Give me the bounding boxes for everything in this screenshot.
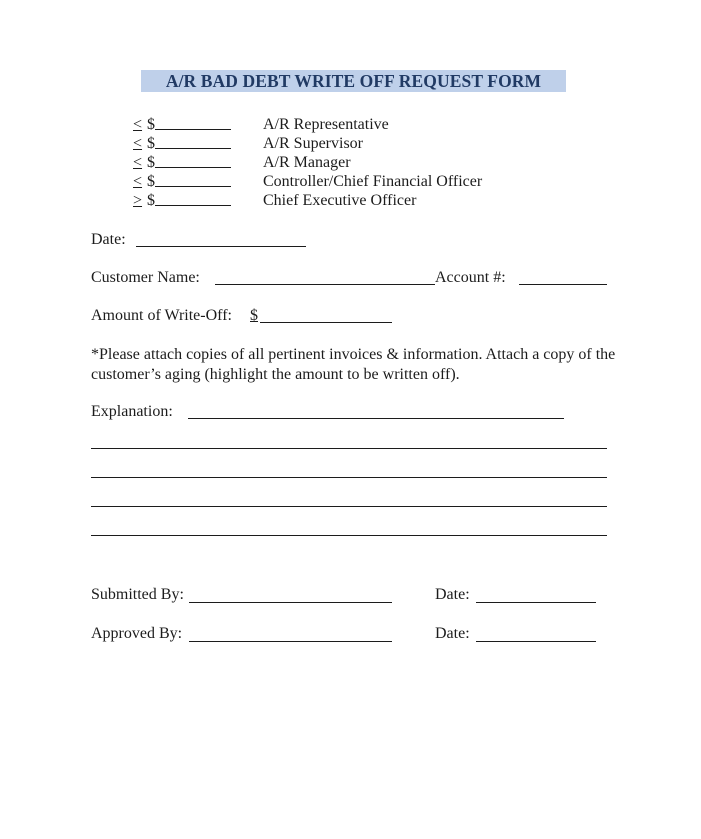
approved-by-label: Approved By: bbox=[91, 625, 183, 642]
amount-label: Amount of Write-Off: bbox=[91, 307, 232, 324]
comparison-symbol: < bbox=[133, 154, 143, 171]
currency-symbol: $ bbox=[147, 173, 155, 190]
submitted-by-field[interactable] bbox=[189, 602, 392, 603]
threshold-amount-field[interactable] bbox=[155, 172, 231, 187]
currency-symbol: $ bbox=[147, 135, 155, 152]
approved-by-field[interactable] bbox=[189, 641, 392, 642]
approval-level-row bbox=[133, 115, 389, 134]
comparison-symbol: < bbox=[133, 173, 143, 190]
explanation-label: Explanation: bbox=[91, 403, 173, 420]
explanation-line[interactable] bbox=[91, 477, 607, 478]
approver-role: A/R Manager bbox=[263, 154, 351, 171]
date-field[interactable] bbox=[136, 246, 306, 247]
approval-level-row bbox=[133, 172, 483, 191]
approver-role: Chief Executive Officer bbox=[263, 192, 417, 209]
explanation-line[interactable] bbox=[91, 448, 607, 449]
approval-level-row bbox=[133, 134, 363, 153]
approved-date-field[interactable] bbox=[476, 641, 596, 642]
currency-symbol: $ bbox=[147, 154, 155, 171]
submitted-date-label: Date: bbox=[435, 586, 470, 603]
approver-role: Controller/Chief Financial Officer bbox=[263, 173, 483, 190]
submitted-date-field[interactable] bbox=[476, 602, 596, 603]
threshold-amount-field[interactable] bbox=[155, 134, 231, 149]
approver-role: A/R Representative bbox=[263, 116, 389, 133]
amount-currency-symbol: $ bbox=[250, 307, 258, 324]
threshold-amount-field[interactable] bbox=[155, 153, 231, 168]
explanation-line[interactable] bbox=[91, 506, 607, 507]
threshold-amount-field[interactable] bbox=[155, 115, 231, 130]
customer-name-label: Customer Name: bbox=[91, 269, 200, 286]
approved-date-label: Date: bbox=[435, 625, 470, 642]
explanation-field[interactable] bbox=[188, 418, 564, 419]
comparison-symbol: < bbox=[133, 116, 143, 133]
comparison-symbol: < bbox=[133, 135, 143, 152]
account-number-label: Account #: bbox=[435, 269, 506, 286]
amount-field[interactable] bbox=[260, 322, 392, 323]
approval-level-row bbox=[133, 191, 417, 210]
approval-level-row bbox=[133, 153, 351, 172]
approver-role: A/R Supervisor bbox=[263, 135, 363, 152]
customer-name-field[interactable] bbox=[215, 284, 435, 285]
currency-symbol: $ bbox=[147, 192, 155, 209]
explanation-line[interactable] bbox=[91, 535, 607, 536]
submitted-by-label: Submitted By: bbox=[91, 586, 184, 603]
currency-symbol: $ bbox=[147, 116, 155, 133]
form-title: A/R BAD DEBT WRITE OFF REQUEST FORM bbox=[141, 70, 566, 92]
date-label: Date: bbox=[91, 231, 126, 248]
account-number-field[interactable] bbox=[519, 284, 607, 285]
threshold-amount-field[interactable] bbox=[155, 191, 231, 206]
comparison-symbol: > bbox=[133, 192, 143, 209]
attachment-note: *Please attach copies of all pertinent invoices & information. Attach a copy of the customer’s aging (highlight the amount to be written off). bbox=[91, 346, 616, 383]
